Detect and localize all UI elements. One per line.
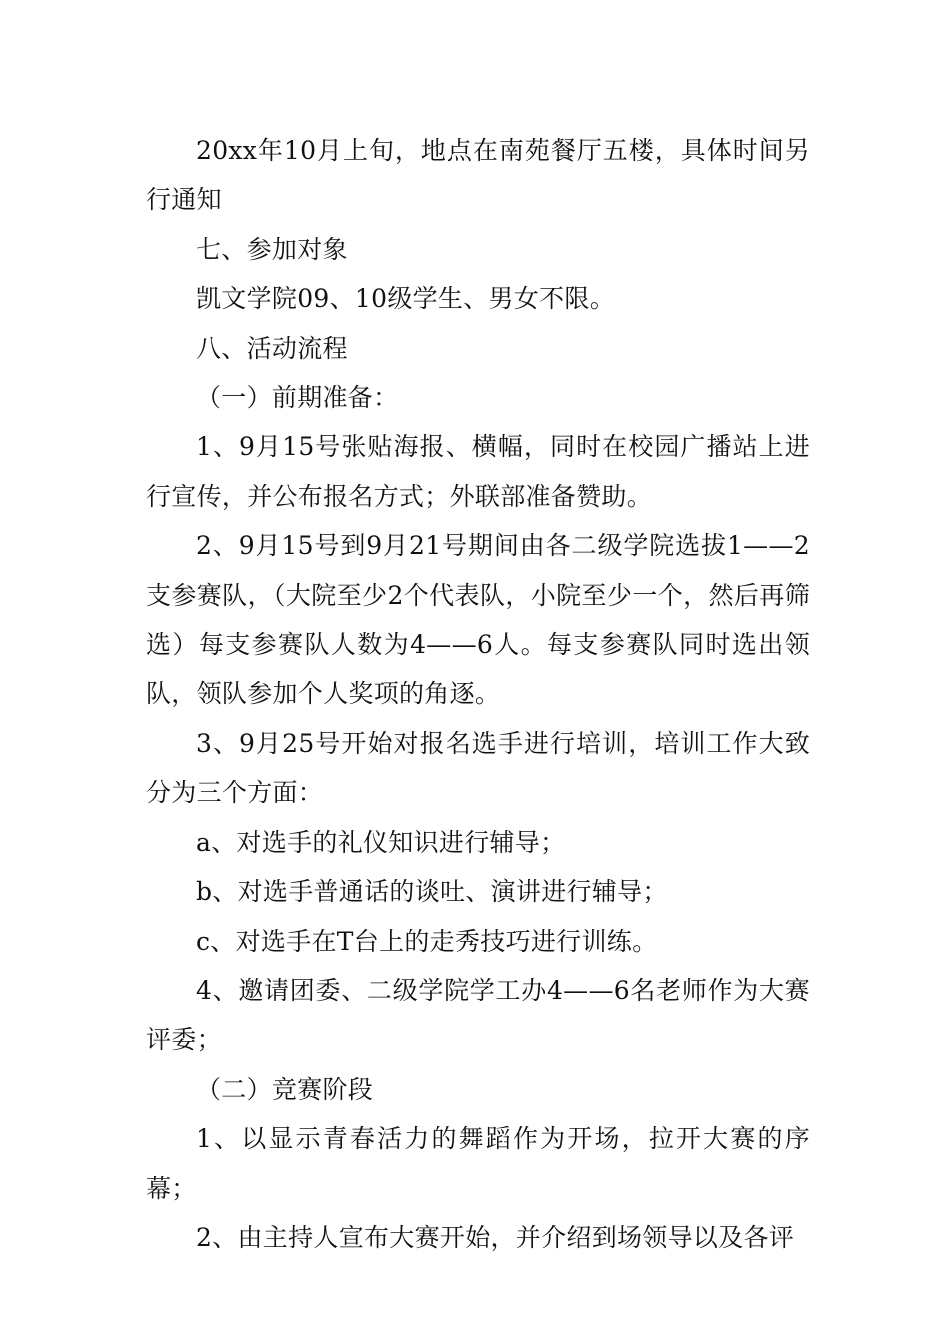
subheading-competition: （二）竞赛阶段 bbox=[196, 1074, 374, 1104]
paragraph-step-1: 1、9月15号张贴海报、横幅，同时在校园广播站上进行宣传，并公布报名方式；外联部准备赞助。 bbox=[146, 432, 810, 511]
paragraph-competition-2: 2、由主持人宣布大赛开始，并介绍到场领导以及各评 bbox=[196, 1222, 795, 1252]
paragraph-participants: 凯文学院09、10级学生、男女不限。 bbox=[196, 284, 616, 314]
paragraph-time-location: 20xx年10月上旬，地点在南苑餐厅五楼，具体时间另行通知 bbox=[146, 136, 810, 215]
list-item-c: c、对选手在T台上的走秀技巧进行训练。 bbox=[196, 926, 658, 956]
document-body bbox=[146, 126, 810, 1262]
paragraph-step-2: 2、9月15号到9月21号期间由各二级学院选拔1——2支参赛队，（大院至少2个代表队，小院至少一个，然后再筛选）每支参赛队人数为4——6人。每支参赛队同时选出领队，领队参加个人奖项的角逐。 bbox=[146, 531, 810, 709]
list-item-b: b、对选手普通话的谈吐、演讲进行辅导； bbox=[196, 877, 668, 907]
list-item-a: a、对选手的礼仪知识进行辅导； bbox=[196, 827, 566, 857]
heading-activity-process: 八、活动流程 bbox=[196, 333, 348, 363]
paragraph-step-3: 3、9月25号开始对报名选手进行培训，培训工作大致分为三个方面： bbox=[146, 728, 810, 808]
paragraph-step-4: 4、邀请团委、二级学院学工办4——6名老师作为大赛评委； bbox=[146, 975, 810, 1055]
heading-participants: 七、参加对象 bbox=[196, 234, 348, 264]
subheading-preparation: （一）前期准备： bbox=[196, 383, 399, 413]
paragraph-competition-1: 1、以显示青春活力的舞蹈作为开场，拉开大赛的序幕； bbox=[146, 1124, 810, 1203]
